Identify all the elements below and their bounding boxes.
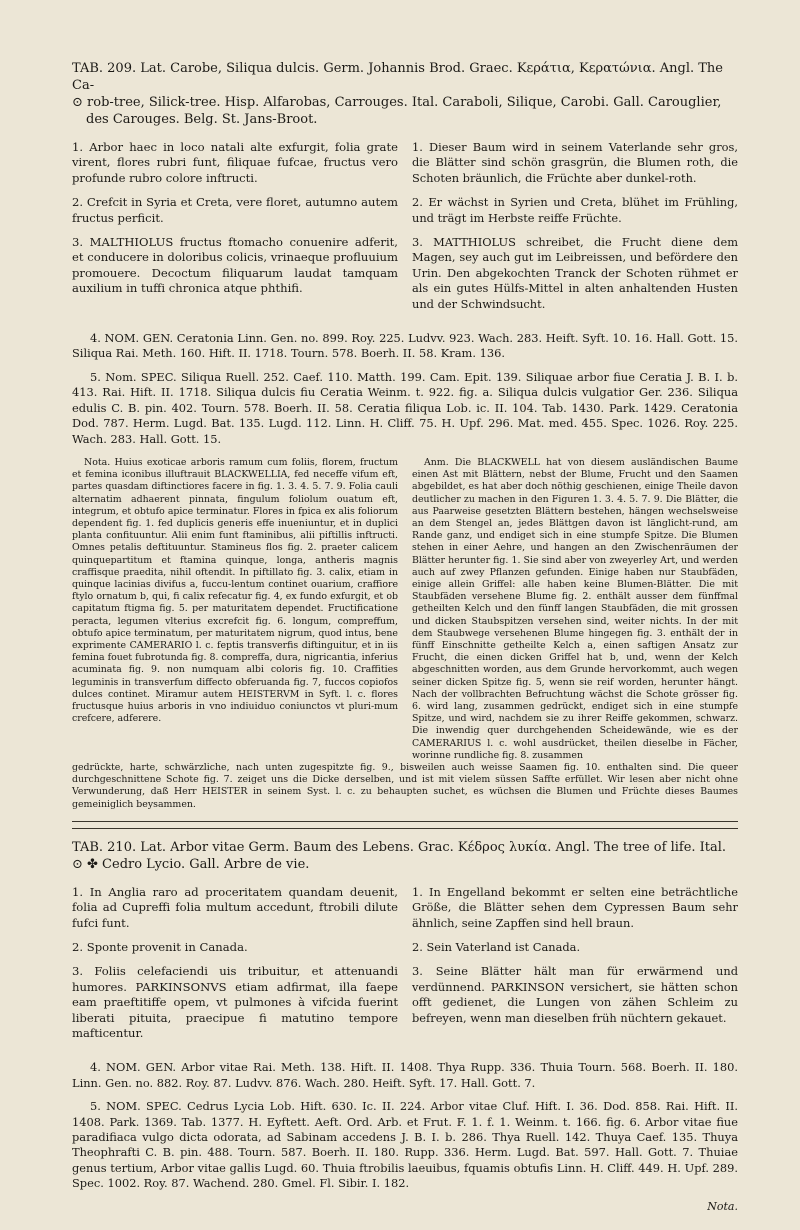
- tab-209-german-para-2: 2. Er wächst in Syrien und Creta, blühet im Frühling, und trägt im Herbste reiffe Früchte.: [412, 195, 738, 225]
- note-latin-text: Nota. Huius exoticae arboris ramum cum foliis, florem, fructum et femina iconibus illuftrauit BLACKWELLIA, fed neceffe vifum eft, partes quasdam diftinctiores facere in fig. 1. 3. 4. 5. 7. 9. Folia cauli alternatim adhaerent pinnata, fingulum foliolum ouatum eft, integrum, et obtufo apice terminatur. Flores in fpica ex alis foliorum dependent fig. 1. fed duplicis generis effe inueniuntur, et in duplici planta confituuntur. Alii enim funt ftaminibus, alii piftillis inftructi. Omnes petalis deftituuntur. Stamineus flos fig. 2. praeter calicem quinquepartitum et ftamina quinque, longa, antheris magnis craffisque praedita, nihil oftendit. In piftillato fig. 3. calix, etiam in quinque lacinias divifus a, fuccu-lentum continet ouarium, craffiore ftylo ornatum b, qui, fi calix refecatur fig. 4, ex fundo exfurgit, et ob capitatum ftigma fig. 5. per maturitatem dependet. Fructificatione peracta, legumen vlterius excrefcit fig. 6. longum, compreffum, obtufo apice terminatum, per maturitatem nigrum, quod intus, bene exprimente CAMERARIO l. c. feptis transverfis diftinguitur, et in iis femina fouet fubrotunda fig. 8. compreffa, dura, nigricantia, inferius acuminata fig. 9. non numquam albi coloris fig. 10. Craffities leguminis in transverfum diffecto obferuanda fig. 7, fuccos copiofos dulces continet. Miramur autem HEISTERVM in Syft. l. c. flores fructusque huius arboris in vno indiuiduo coniunctos vt pluri-mum crefcere, adferere.: [72, 456, 398, 725]
- tab-209-nomenclature: [72, 331, 738, 447]
- tab-209-latin-para-1: 1. Arbor haec in loco natali alte exfurgit, folia grate virent, flores rubri funt, filiquae fufcae, fructus vero profunde rubro colore inftructi.: [72, 140, 398, 185]
- tab-210-german-para-2: 2. Sein Vaterland ist Canada.: [412, 940, 581, 955]
- tab-209-heading-line-1: TAB. 209. Lat. Carobe, Siliqua dulcis. Germ. Johannis Brod. Graec. Κεράτια, Κερατώνια. Angl. The Ca-: [72, 61, 723, 93]
- tab-209-heading-line-3: des Carouges. Belg. St. Jans-Broot.: [86, 112, 318, 127]
- tab-209-note-latin: [72, 457, 398, 762]
- tab-209-german-column: [412, 140, 738, 321]
- tab-209-notes: [72, 457, 738, 762]
- tab-209-heading: [72, 60, 738, 128]
- catchword: Nota.: [707, 1199, 738, 1213]
- tab-210-nom-spec: 5. NOM. SPEC. Cedrus Lycia Lob. Hift. 630. Ic. II. 224. Arbor vitae Cluf. Hift. I. 36. Dod. 858. Rai. Hift. II. 1408. Park. 1369. Tab. 1377. H. Eyftett. Aeft. Ord. Arb. et Frut. F. 1. f. 1. Weinm. t. 166. fig. 6. Arbor vitae fiue paradifiaca vulgo dicta odorata, ad Sabinam accedens J. B. I. b. 286. Thya Ruell. 142. Thuya Caef. 135. Thuya Theophrafti C. B. pin. 488. Tourn. 587. Boerh. II. 180. Rupp. 336. Herm. Lugd. Bat. 597. Hall. Gott. 7. Thuiae genus tertium, Arbor vitae gallis Lugd. 60. Thuia ftrobilis laeuibus, fquamis obtufis Linn. H. Cliff. 449. H. Upf. 289. Spec. 1002. Roy. 87. Wachend. 280. Gmel. Fl. Sibir. I. 182.: [72, 1099, 738, 1191]
- tab-209-columns: [72, 140, 738, 321]
- tab-210-heading-line-2: ⊙ ✤ Cedro Lycio. Gall. Arbre de vie.: [72, 856, 310, 872]
- tab-210-heading: [72, 839, 738, 873]
- tab-210-german-para-3: 3. Seine Blätter hält man für erwärmend und verdünnend. PARKINSON versichert, sie hätten schon offt gedienet, die Lungen von zähen Schleim zu befreyen, wenn man dieselben früh nüchtern gekauet.: [412, 964, 738, 1025]
- tab-210-latin-column: [72, 885, 398, 1051]
- tab-210-nomenclature: [72, 1060, 738, 1191]
- tab-209-heading-line-2: ⊙ rob-tree, Silick-tree. Hisp. Alfarobas, Carrouges. Ital. Caraboli, Silique, Carobi. Gall. Carouglier,: [72, 95, 722, 110]
- tab-210-latin-para-2: 2. Sponte provenit in Canada.: [72, 940, 248, 955]
- tab-210-nom-gen: 4. NOM. GEN. Arbor vitae Rai. Meth. 138. Hift. II. 1408. Thya Rupp. 336. Thuia Tourn. 568. Boerh. II. 180. Linn. Gen. no. 882. Roy. 87. Ludvv. 876. Wach. 280. Heift. Syft. 17. Hall. Gott. 7.: [72, 1060, 738, 1090]
- section-divider: [72, 821, 738, 822]
- tab-210-latin-para-3: 3. Foliis celefaciendi uis tribuitur, et attenuandi humores. PARKINSONVS etiam adfirmat, illa faepe eam praeftitiffe opem, vt pulmones à vifcida fuerint liberati pituita, praecipue fi matutino tempore mafticentur.: [72, 964, 398, 1041]
- tab-209-german-para-3: 3. MATTHIOLUS schreibet, die Frucht diene dem Magen, sey auch gut im Leibreissen, und befördere den Urin. Den abgekochten Tranck der Schoten rühmet er als ein gutes Hülfs-Mittel in alten anhaltenden Husten und der Schwindsucht.: [412, 235, 738, 311]
- tab-209-latin-para-3: 3. MALTHIOLUS fructus ftomacho conuenire adferit, et conducere in doloribus colicis, vrinaeque profluuium promouere. Decoctum filiquarum laudat tamquam auxilium in tuffi chronica atque phthifi.: [72, 235, 398, 296]
- note-german-text: Anm. Die BLACKWELL hat von diesem ausländischen Baume einen Ast mit Blättern, nebst der Blume, Frucht und den Saamen abgebildet, es hat aber doch nöthig geschienen, einige Theile davon deutlicher zu machen in den Figuren 1. 3. 4. 5. 7. 9. Die Blätter, die aus Paarweise gesetzten Blättern bestehen, hängen wechselsweise an dem Stengel an, jedes Blättgen davon ist länglicht-rund, am Rande ganz, und endiget sich in eine stumpfe Spitze. Die Blumen stehen in einer Aehre, und hangen an den Zwischenräumen der Blätter herunter fig. 1. Sie sind aber von zweyerley Art, und werden auch auf zwey Pflanzen gefunden. Einige haben nur Staubfäden, einige allein Griffel: alle haben keine Blumen-Blätter. Die mit Staubfäden versehene Blume fig. 2. enthält ausser dem fünffmal getheilten Kelch und den fünff langen Staubfäden, die mit grossen und dicken Staubspitzen versehen sind, weiter nichts. In der mit dem Staubwege versehenen Blume hingegen fig. 3. enthält der in fünff Einschnitte getheilte Kelch a, einen saftigen Ansatz zur Frucht, die einen dicken Griffel hat b, und, wenn der Kelch abgeschnitten worden, aus dem Grunde hervorkommt, auch wegen seiner dicken Spitze fig. 5, wenn sie reif worden, herunter hängt. Nach der vollbrachten Befruchtung wächst die Schote grösser fig. 6. wird lang, zusammen gedrückt, endiget sich in eine stumpfe Spitze, und wird, nachdem sie zu ihrer Reiffe gekommen, schwarz. Die inwendig quer durchgehenden Scheidewände, wie es der CAMERARIUS l. c. wohl ausdrücket, theilen dieselbe in Fächer, worinne rundliche fig. 8. zusammen: [412, 456, 738, 761]
- tab-210-german-para-1: 1. In Engelland bekommt er selten eine beträchtliche Größe, die Blätter sehen dem Cypressen Baum sehr ähnlich, seine Zapffen sind hell braun.: [412, 884, 738, 930]
- tab-209-nom-spec: 5. Nom. SPEC. Siliqua Ruell. 252. Caef. 110. Matth. 199. Cam. Epit. 139. Siliquae arbor fiue Ceratia J. B. I. b. 413. Rai. Hift. II. 1718. Siliqua dulcis fiu Ceratia Weinm. t. 922. fig. a. Siliqua dulcis vulgatior Ger. 236. Siliqua edulis C. B. pin. 402. Tourn. 578. Boerh. II. 58. Ceratia filiqua Lob. ic. II. 104. Tab. 1430. Park. 1429. Ceratonia Dod. 787. Herm. Lugd. Bat. 135. Lugd. 112. Linn. H. Cliff. 75. H. Upf. 296. Mat. med. 455. Spec. 1026. Roy. 225. Wach. 283. Hall. Gott. 15.: [72, 369, 738, 446]
- tab-210-heading-line-1: TAB. 210. Lat. Arbor vitae Germ. Baum des Lebens. Grac. Κέδρος λυκία. Angl. The tree of life. Ital.: [72, 839, 727, 855]
- tab-210-columns: [72, 885, 738, 1051]
- tab-209-note-german: [412, 457, 738, 762]
- tab-210-latin-para-1: 1. In Anglia raro ad proceritatem quandam deuenit, folia ad Cupreffi folia multum accedunt, ftrobili dilute fufci funt.: [72, 884, 398, 930]
- tab-209-note-german-tail: gedrückte, harte, schwärzliche, nach unten zugespitzte fig. 9., bisweilen auch weisse Saamen fig. 10. enthalten sind. Die queer durchgeschnittene Schote fig. 7. zeiget uns die Dicke derselben, und ist mit vielem süssen Saffte erfüllet. Wir lesen aber nicht ohne Verwunderung, daß Herr HEISTER in seinem Syst. l. c. zu behaupten suchet, es wüchsen die Blumen und Früchte dieses Baumes gemeiniglich beysammen.: [72, 761, 738, 810]
- tab-209-german-para-1: 1. Dieser Baum wird in seinem Vaterlande sehr gros, die Blätter sind schön grasgrün, die Blumen roth, die Schoten bräunlich, die Früchte aber dunkel-roth.: [412, 140, 738, 185]
- tab-209-latin-para-2: 2. Crefcit in Syria et Creta, vere floret, autumno autem fructus perficit.: [72, 195, 398, 225]
- tab-209-nom-gen: 4. NOM. GEN. Ceratonia Linn. Gen. no. 899. Roy. 225. Ludvv. 923. Wach. 283. Heift. Syft. 10. 16. Hall. Gott. 15. Siliqua Rai. Meth. 160. Hift. II. 1718. Tourn. 578. Boerh. II. 58. Kram. 136.: [72, 331, 738, 361]
- tab-210-german-column: [412, 885, 738, 1051]
- tab-209-latin-column: [72, 140, 398, 321]
- section-divider-thin: [72, 828, 738, 829]
